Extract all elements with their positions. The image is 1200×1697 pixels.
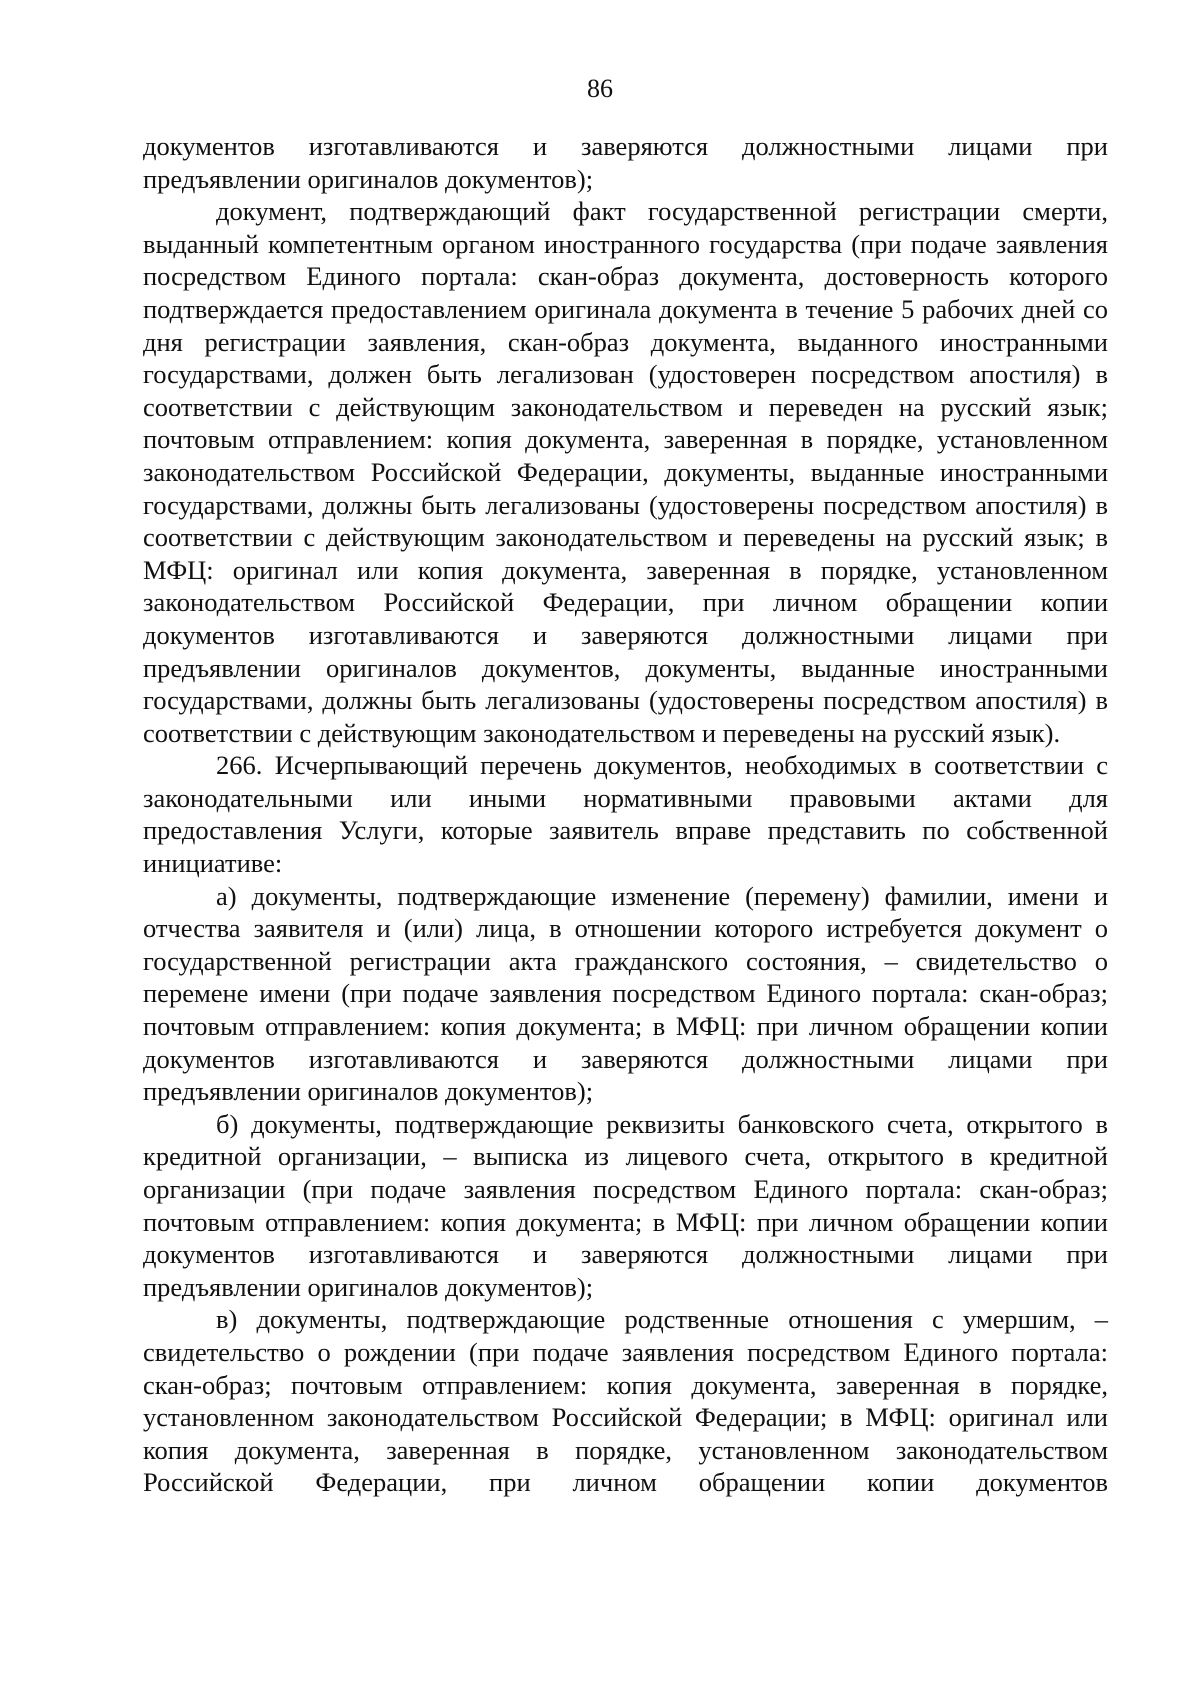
paragraph-continuation: документов изготавливаются и заверяются должностными лицами при предъявлении оригиналов документов); xyxy=(143,131,1108,194)
paragraph-item-266: 266. Исчерпывающий перечень документов, необходимых в соответствии с законодательными или иными нормативными правовыми актами для предоставления Услуги, которые заявитель вправе представить по собственной инициативе: xyxy=(143,750,1108,879)
paragraph-item-b: б) документы, подтверждающие реквизиты банковского счета, открытого в кредитной организации, – выписка из лицевого счета, открытого в кредитной организации (при подаче заявления посредством Единого портала: скан-образ; почтовым отправлением: копия документа; в МФЦ: при личном обращении копии документов изготавливаются и заверяются должностными лицами при предъявлении оригиналов документов); xyxy=(143,1108,1108,1302)
paragraph-item-a: а) документы, подтверждающие изменение (перемену) фамилии, имени и отчества заявителя и (или) лица, в отношении которого истребуется документ о государственной регистрации акта гражданского состояния, – свидетельство о перемене имени (при подаче заявления посредством Единого портала: скан-образ; почтовым отправлением: копия документа; в МФЦ: при личном обращении копии документов изготавливаются и заверяются должностными лицами при предъявлении оригиналов документов); xyxy=(143,880,1108,1107)
document-body xyxy=(143,130,1108,1499)
paragraph-item-v: в) документы, подтверждающие родственные отношения с умершим, – свидетельство о рождении (при подаче заявления посредством Единого портала: скан-образ; почтовым отправлением: копия документа, заверенная в порядке, установленном законодательством Российской Федерации; в МФЦ: оригинал или копия документа, заверенная в порядке, установленном законодательством Российской Федерации, при личном обращении копии документов xyxy=(143,1304,1108,1498)
paragraph-death-registration-document: документ, подтверждающий факт государственной регистрации смерти, выданный компетентным органом иностранного государства (при подаче заявления посредством Единого портала: скан-образ документа, достоверность которого подтверждается предоставлением оригинала документа в течение 5 рабочих дней со дня регистрации заявления, скан-образ документа, выданного иностранными государствами, должен быть легализован (удостоверен посредством апостиля) в соответствии с действующим законодательством и переведен на русский язык; почтовым отправлением: копия документа, заверенная в порядке, установленном законодательством Российской Федерации, документы, выданные иностранными государствами, должны быть легализованы (удостоверены посредством апостиля) в соответствии с действующим законодательством и переведены на русский язык; в МФЦ: оригинал или копия документа, заверенная в порядке, установленном законодательством Российской Федерации, при личном обращении копии документов изготавливаются и заверяются должностными лицами при предъявлении оригиналов документов, документы, выданные иностранными государствами, должны быть легализованы (удостоверены посредством апостиля) в соответствии с действующим законодательством и переведены на русский язык). xyxy=(143,196,1108,748)
page-number: 86 xyxy=(587,74,613,103)
